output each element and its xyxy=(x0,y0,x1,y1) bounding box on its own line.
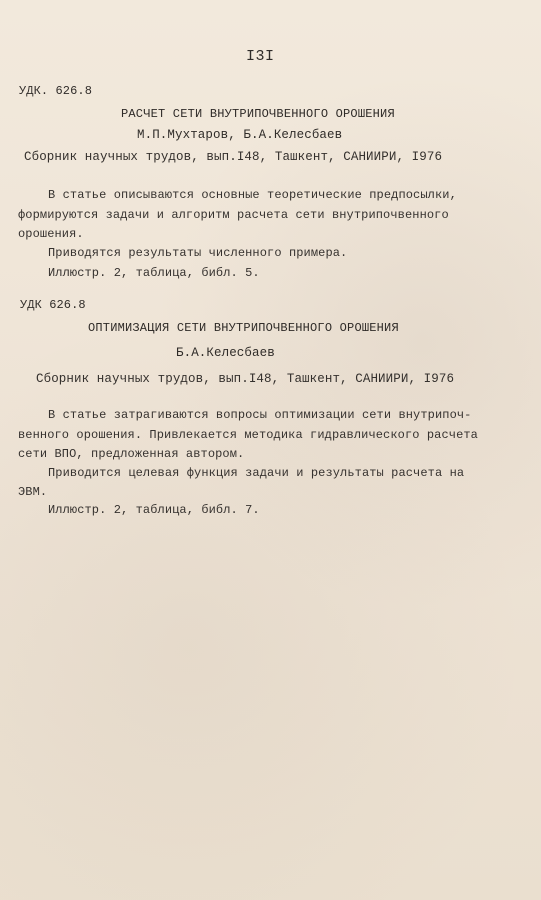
abstract-line: сети ВПО, предложенная автором. xyxy=(18,447,245,461)
udk-code: УДК 626.8 xyxy=(20,298,86,312)
abstract-line: В статье затрагиваются вопросы оптимизации сети внутрипоч- xyxy=(48,408,472,422)
article-authors: Б.А.Келесбаев xyxy=(176,346,275,360)
article-source: Сборник научных трудов, вып.I48, Ташкент, САНИИРИ, I976 xyxy=(24,150,443,164)
article-authors: М.П.Мухтаров, Б.А.Келесбаев xyxy=(137,128,343,142)
abstract-line: Иллюстр. 2, таблица, библ. 7. xyxy=(48,503,260,517)
abstract-line: Приводится целевая функция задачи и результаты расчета на xyxy=(48,466,465,480)
article-title: ОПТИМИЗАЦИЯ СЕТИ ВНУТРИПОЧВЕННОГО ОРОШЕНИЯ xyxy=(88,321,399,335)
abstract-line: ЭВМ. xyxy=(18,485,48,499)
abstract-line: Иллюстр. 2, таблица, библ. 5. xyxy=(48,266,260,280)
page-number: I3I xyxy=(246,48,275,65)
abstract-line: Приводятся результаты численного примера. xyxy=(48,246,348,260)
udk-code: УДК. 626.8 xyxy=(19,84,93,98)
abstract-line: формируются задачи и алгоритм расчета сети внутрипочвенного xyxy=(18,208,449,222)
abstract-line: венного орошения. Привлекается методика гидравлического расчета xyxy=(18,428,478,442)
article-title: РАСЧЕТ СЕТИ ВНУТРИПОЧВЕННОГО ОРОШЕНИЯ xyxy=(121,107,395,121)
abstract-line: орошения. xyxy=(18,227,84,241)
abstract-line: В статье описываются основные теоретические предпосылки, xyxy=(48,188,457,202)
article-source: Сборник научных трудов, вып.I48, Ташкент, САНИИРИ, I976 xyxy=(36,372,455,386)
